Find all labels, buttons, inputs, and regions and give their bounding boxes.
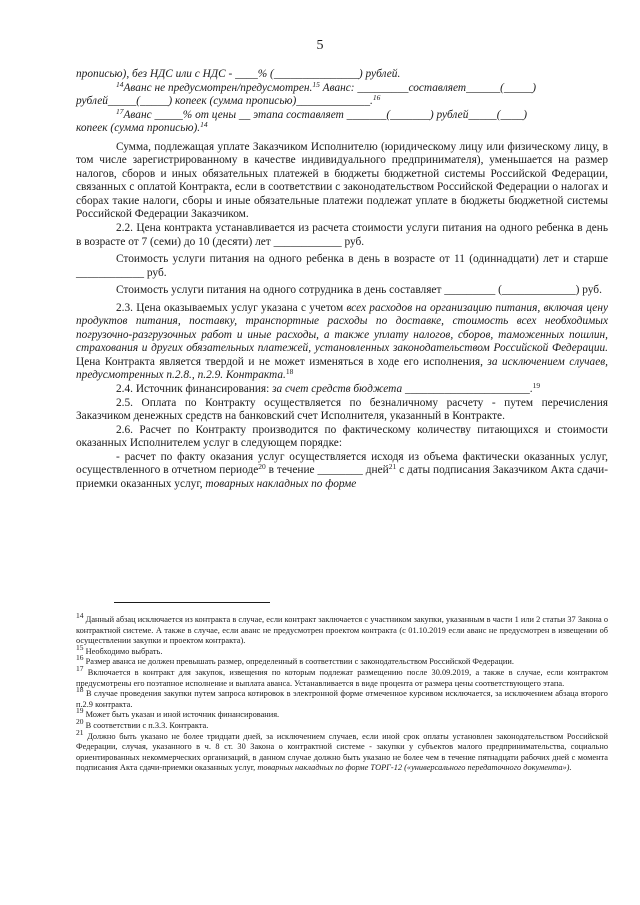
line-no-vat: прописью), без НДС или с НДС - ____% (_______________) рублей.: [76, 68, 401, 80]
page-number: 5: [316, 38, 324, 53]
p26-calc-text: - расчет по факту оказания услуг осуществляется исходя из объема фактически оказанных услуг, осуществленного в отчетном периоде: [76, 450, 608, 477]
advance-choice-text: Аванс не предусмотрен/предусмотрен.: [123, 81, 313, 94]
footnote-text: Данный абзац исключается из контракта в случае, если контракт заключается с участником закупки, указанным в части 1 или 2 статьи 37 Закона о контрактной системе. А также в случае, если аванс не предусмотрен проектом контракта (с 01.10.2019 если аванс не предусмотрен в извещении об осуществлении закупки и проектом контракта).: [76, 615, 608, 646]
paragraph-2-6-calculation: - расчет по факту оказания услуг осуществляется исходя из объема фактически оказанных услуг, осуществленного в отчетном периоде$^{20}$ в течение ________ дней$^{21}$ с даты подписания Заказчиком Акта сдачи-приемки оказанных услуг, товарных накладных по форме: [76, 450, 608, 490]
advance-stage-text: Аванс _____% от цены __ этапа составляет _______(_______) рублей_____(____): [123, 108, 527, 121]
footnote-text: Должно быть указано не более тридцати дней, за исключением случаев, если иной срок оплаты установлен законодательством Российской Федерации, случая, указанного в ч. 8 ст. 30 Закона о контрактной системе - закупки у субъектов малого предпринимательства, социально ориентированных некоммерческих организаций, в данном случае должно быть указано не более чем в течение пятнадцати рабочих дней с момента подписания Акта сдачи-приемки оказанных услуг,: [76, 731, 608, 773]
footnote-text: Размер аванса не должен превышать размер, определенный в соответствии с законодательством Российской Федерации.: [85, 657, 514, 667]
p23-costs-italic: всех расходов на организацию питания, включая цену продуктов питания, поставку, транспортные расходы по доставке, стоимость всех необходимых погрузочно-разгрузочных работ и иные расходы, а также уплату налогов, сборов, таможенных пошлин, страхования и других обязательных платежей, установленных законодательством Российской Федерации.: [76, 301, 608, 355]
footnote-17: $^{17}$ Включается в контракт для закупок, извещения по которым подлежат размещению после 30.09.2019, а также в случае, если контрактом предусмотрены его поэтапное исполнение и выплата аванса. Устанавливается в виде процента от размера цены соответствующего этапа.: [76, 663, 609, 688]
line-advance-words: копеек (сумма прописью).$^{14}$: [76, 120, 208, 135]
advance-amount-text: Аванс: _________составляет______(_____): [322, 81, 537, 94]
p26-date-text: с даты подписания Заказчиком Акта сдачи-приемки оказанных услуг,: [76, 464, 608, 490]
paragraph-2-2-staff: Стоимость услуги питания на одного сотрудника в день составляет _________ (_____________) руб.: [116, 284, 602, 297]
footnote-16: $^{16}$ Размер аванса не должен превышать размер, определенный в соответствии с законодательством Российской Федерации.: [76, 653, 514, 667]
p23-fixed-price: Цена Контракта является твердой и не может изменяться в ходе его исполнения,: [76, 355, 483, 368]
footnote-separator: [114, 602, 270, 603]
document-body: [76, 68, 608, 491]
footnote-19: $^{19}$ Может быть указан и иной источник финансирования.: [76, 706, 280, 720]
footnote-text: В случае проведения закупки путем запроса котировок в электронной форме отмеченное курсивом исключается, за исключением абзаца второго п.2.9 контракта.: [76, 689, 608, 709]
footnote-20: $^{20}$ В соответствии с п.3.3. Контракта.: [76, 716, 209, 730]
line-advance-choice: $^{14}$Аванс не предусмотрен/предусмотрен.$^{15}$ Аванс: _________составляет______(_____): [116, 79, 537, 94]
paragraph-2-3: 2.3. Цена оказываемых услуг указана с учетом всех расходов на организацию питания, включая цену продуктов питания, поставку, транспортные расходы по доставке, стоимость всех необходимых погрузочно-разгрузочных работ и иные расходы, а также уплату налогов, сборов, таможенных пошлин, страхования и других обязательных платежей, установленных законодательством Российской Федерации. Цена Контракта является твердой и не может изменяться в ходе его исполнения, за исключением случаев, предусмотренных п.2.8., п.2.9. Контракта.$^{18}$: [76, 301, 608, 382]
footnote-text: В соответствии с п.3.3. Контракта.: [85, 720, 209, 730]
paragraph-2-5: 2.5. Оплата по Контракту осуществляется по безналичному расчету - путем перечисления Заказчиком денежных средств на банковский счет Исполнителя, указанный в Контракте.: [76, 396, 608, 423]
advance-kopecks-text: рублей_____(_____) копеек (сумма прописью)_____________.: [76, 95, 373, 108]
footnotes: [76, 611, 609, 774]
footnote-text: Необходимо выбрать.: [85, 646, 163, 656]
paragraph-2-6: 2.6. Расчет по Контракту производится по фактическому количеству питающихся и стоимости оказанных Исполнителем услуг в следующем порядке:: [76, 423, 608, 450]
paragraph-sum-reduction: Сумма, подлежащая уплате Заказчиком Исполнителю (юридическому лицу или физическому лицу, в том числе зарегистрированному в качестве индивидуального предпринимателя), уменьшается на размер налогов, сборов и иных обязательных платежей в бюджеты бюджетной системы Российской Федерации, связанных с оплатой Контракта, если в соответствии с законодательством Российской Федерации о налогах и сборах такие налоги, сборы и иные обязательные платежи подлежат уплате в бюджеты бюджетной системы Российской Федерации Заказчиком.: [76, 140, 608, 221]
footnote-21: $^{21}$ Должно быть указано не более тридцати дней, за исключением случаев, если иной срок оплаты установлен законодательством Российской Федерации, случая, указанного в ч. 8 ст. 30 Закона о контрактной системе - закупки у субъектов малого предпринимательства, социально ориентированных некоммерческих организаций, в данном случае должно быть указано не более чем в течение пятнадцати рабочих дней с момента подписания Акта сдачи-приемки оказанных услуг, товарных накладных по форме ТОРГ-12 («универсального передаточного документа»).: [76, 727, 608, 773]
p24-budget-italic: за счет средств бюджета: [272, 383, 403, 396]
paragraph-2-4: 2.4. Источник финансирования: за счет средств бюджета ______________________.$^{19}$: [116, 381, 541, 396]
footnote-14: $^{14}$ Данный абзац исключается из контракта в случае, если контракт заключается с участником закупки, указанным в части 1 или 2 статьи 37 Закона о контрактной системе. А также в случае, если аванс не предусмотрен проектом контракта (с 01.10.2019 если аванс не предусмотрен в извещении об осуществлении закупки и проектом контракта).: [76, 611, 608, 646]
footnote-21-italic: товарных накладных по форме ТОРГ-12 («универсального передаточного документа»).: [257, 763, 572, 773]
advance-words-text: копеек (сумма прописью).: [76, 122, 201, 135]
p26-waybill-italic: товарных накладных по форме: [205, 477, 357, 490]
footnote-15: $^{15}$ Необходимо выбрать.: [76, 642, 163, 656]
line-advance-stage: $^{17}$Аванс _____% от цены __ этапа составляет _______(_______) рублей_____(____): [116, 106, 527, 121]
line-advance-kopecks: рублей_____(_____) копеек (сумма прописью)_____________.$^{16}$: [76, 93, 381, 108]
footnote-18: $^{18}$ В случае проведения закупки путем запроса котировок в электронной форме отмеченное курсивом исключается, за исключением абзаца второго п.2.9 контракта.: [76, 685, 608, 709]
p26-term-text: в течение ________ дней: [268, 464, 389, 477]
p24-blank: ______________________.: [405, 383, 533, 396]
paragraph-2-2-older-child: Стоимость услуги питания на одного ребенка в день в возрасте от 11 (одиннадцати) лет и старше ____________ руб.: [76, 253, 608, 279]
p24-lead: 2.4. Источник финансирования:: [116, 383, 270, 396]
footnote-text: Может быть указан и иной источник финансирования.: [85, 710, 280, 720]
footnote-text: Включается в контракт для закупок, извещения по которым подлежат размещению после 30.09.2019, а также в случае, если контрактом предусмотрены его поэтапное исполнение и выплата аванса. Устанавливается в виде процента от размера цены соответствующего этапа.: [76, 667, 609, 688]
p23-lead: 2.3. Цена оказываемых услуг указана с учетом: [116, 301, 344, 314]
paragraph-2-2: 2.2. Цена контракта устанавливается из расчета стоимости услуги питания на одного ребенка в день в возрасте от 7 (семи) до 10 (десяти) лет ____________ руб.: [76, 222, 608, 248]
p23-exceptions-italic: за исключением случаев, предусмотренных п.2.8., п.2.9. Контракта.: [76, 355, 608, 382]
